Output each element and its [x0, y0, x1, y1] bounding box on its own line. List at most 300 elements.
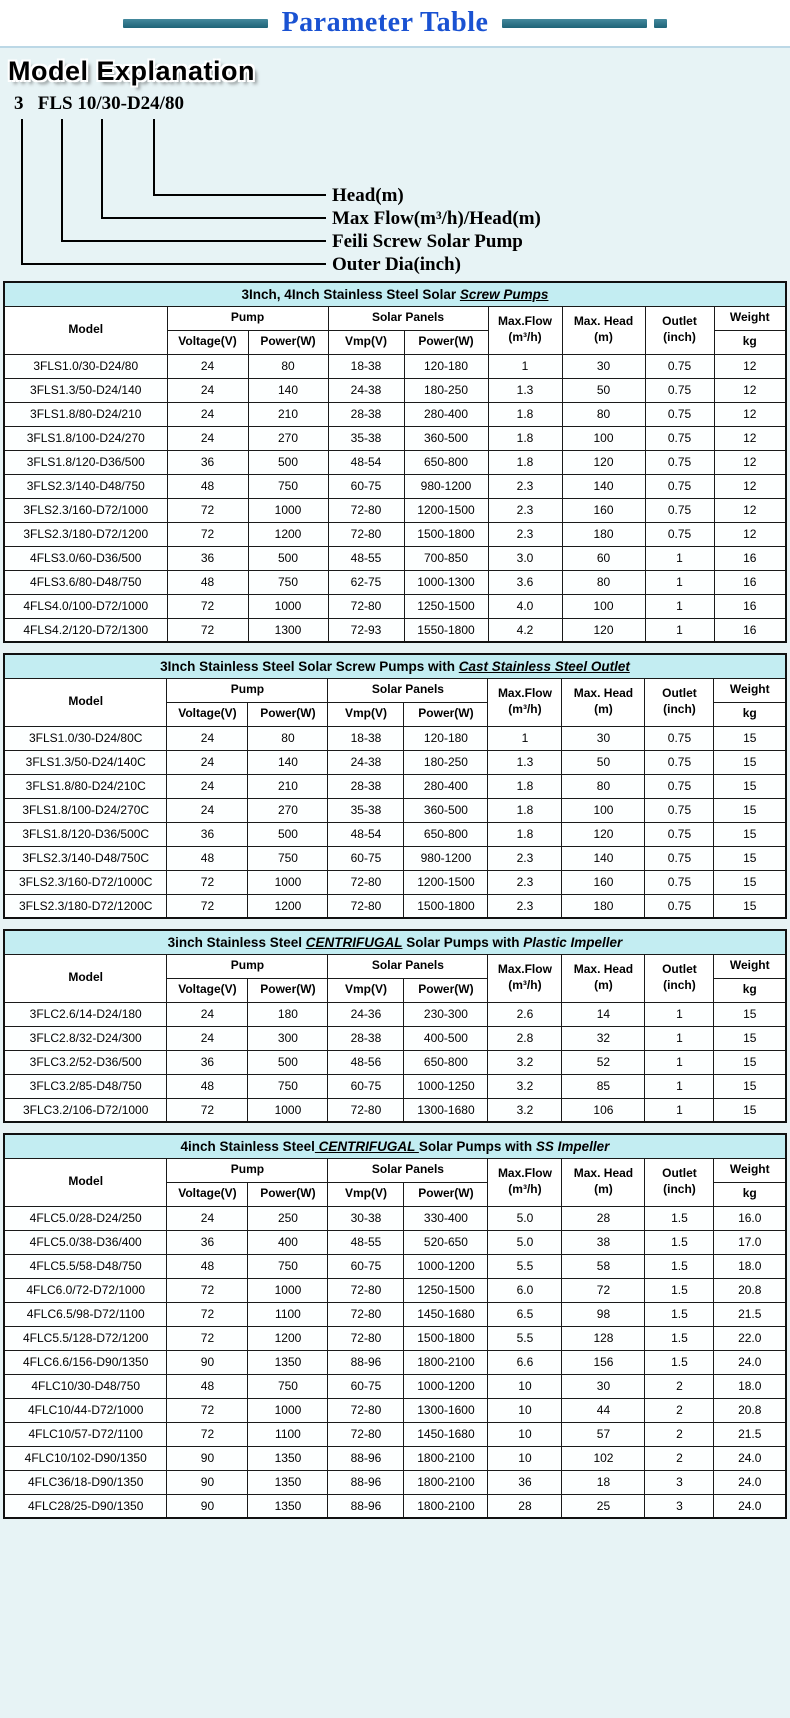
table-row — [4, 1254, 786, 1278]
cell-voltage: 72 — [167, 498, 248, 522]
cell-voltage: 90 — [167, 1470, 248, 1494]
page-banner — [0, 0, 790, 48]
cell-max-flow: 2.6 — [488, 1002, 562, 1026]
cell-outlet: 0.75 — [645, 870, 714, 894]
cell-model: 4FLC10/57-D72/1100 — [4, 1422, 167, 1446]
cell-weight: 12 — [714, 474, 786, 498]
cell-model: 3FLS1.8/100-D24/270 — [4, 426, 167, 450]
cell-max-head: 98 — [562, 1302, 645, 1326]
cell-panel-power: 1500-1800 — [404, 894, 488, 918]
cell-panel-power: 230-300 — [404, 1002, 488, 1026]
cell-weight: 15 — [714, 870, 786, 894]
col-header-max-flow: Max.Flow (m³/h) — [488, 954, 562, 1002]
table-row — [4, 354, 786, 378]
cell-panel-power: 1000-1250 — [404, 1074, 488, 1098]
col-header-max-head: Max. Head (m) — [562, 954, 645, 1002]
table-row — [4, 798, 786, 822]
cell-pump-power: 300 — [248, 1026, 328, 1050]
table-title — [4, 282, 786, 306]
col-header-panel-power: Power(W) — [404, 978, 488, 1002]
cell-voltage: 24 — [167, 426, 248, 450]
table-row — [4, 522, 786, 546]
col-header-pump-power: Power(W) — [248, 330, 328, 354]
cell-outlet: 1 — [645, 546, 714, 570]
decorative-bar — [123, 19, 268, 28]
cell-pump-power: 180 — [248, 1002, 328, 1026]
cell-outlet: 0.75 — [645, 894, 714, 918]
cell-max-head: 180 — [562, 894, 645, 918]
cell-pump-power: 1000 — [248, 498, 328, 522]
table-title-part: Solar Pumps with — [418, 1138, 536, 1154]
cell-weight: 12 — [714, 354, 786, 378]
cell-max-head: 80 — [562, 774, 645, 798]
banner-right-bars — [502, 19, 667, 28]
col-header-vmp: Vmp(V) — [328, 978, 404, 1002]
cell-model: 3FLS1.0/30-D24/80 — [4, 354, 167, 378]
cell-pump-power: 750 — [248, 1254, 328, 1278]
spec-table-4 — [3, 1133, 787, 1519]
cell-max-flow: 4.2 — [488, 618, 562, 642]
cell-outlet: 1.5 — [645, 1350, 714, 1374]
cell-pump-power: 1350 — [248, 1446, 328, 1470]
table-row — [4, 1326, 786, 1350]
cell-max-head: 28 — [562, 1206, 645, 1230]
cell-voltage: 72 — [167, 522, 248, 546]
cell-max-head: 18 — [562, 1470, 645, 1494]
cell-weight: 20.8 — [714, 1398, 786, 1422]
cell-outlet: 0.75 — [645, 378, 714, 402]
cell-model: 3FLS1.8/100-D24/270C — [4, 798, 167, 822]
col-header-max-flow: Max.Flow (m³/h) — [488, 678, 562, 726]
col-header-panel-power: Power(W) — [404, 1182, 488, 1206]
cell-pump-power: 1200 — [248, 1326, 328, 1350]
cell-model: 4FLC10/30-D48/750 — [4, 1374, 167, 1398]
cell-pump-power: 1200 — [248, 522, 328, 546]
col-header-solar-group: Solar Panels — [328, 1158, 488, 1182]
col-header-solar-group: Solar Panels — [328, 306, 488, 330]
cell-vmp: 72-93 — [328, 618, 404, 642]
cell-max-head: 180 — [562, 522, 645, 546]
cell-panel-power: 980-1200 — [404, 474, 488, 498]
cell-voltage: 72 — [167, 618, 248, 642]
cell-weight: 20.8 — [714, 1278, 786, 1302]
col-header-weight-unit: kg — [714, 978, 786, 1002]
cell-max-flow: 1 — [488, 354, 562, 378]
cell-weight: 16.0 — [714, 1206, 786, 1230]
table-title-part: Solar Pumps with — [402, 934, 524, 950]
cell-weight: 15 — [714, 1074, 786, 1098]
page-title: Parameter Table — [281, 7, 489, 38]
col-header-weight-unit: kg — [714, 1182, 786, 1206]
cell-panel-power: 1250-1500 — [404, 1278, 488, 1302]
table-row — [4, 474, 786, 498]
cell-vmp: 18-38 — [328, 354, 404, 378]
table-row — [4, 726, 786, 750]
cell-vmp: 48-56 — [328, 1050, 404, 1074]
table-title-part: Screw Pumps — [459, 286, 549, 302]
cell-panel-power: 280-400 — [404, 402, 488, 426]
table-row — [4, 822, 786, 846]
col-header-max-head: Max. Head (m) — [562, 306, 645, 354]
cell-model: 4FLC6.0/72-D72/1000 — [4, 1278, 167, 1302]
table-row — [4, 1422, 786, 1446]
cell-vmp: 35-38 — [328, 798, 404, 822]
cell-pump-power: 210 — [248, 402, 328, 426]
cell-pump-power: 750 — [248, 846, 328, 870]
cell-model: 3FLC3.2/52-D36/500 — [4, 1050, 167, 1074]
cell-weight: 21.5 — [714, 1302, 786, 1326]
table-row — [4, 402, 786, 426]
cell-panel-power: 1450-1680 — [404, 1422, 488, 1446]
cell-weight: 16 — [714, 570, 786, 594]
cell-max-head: 57 — [562, 1422, 645, 1446]
cell-max-head: 100 — [562, 426, 645, 450]
cell-model: 3FLS2.3/180-D72/1200C — [4, 894, 167, 918]
cell-voltage: 90 — [167, 1446, 248, 1470]
cell-max-head: 106 — [562, 1098, 645, 1122]
col-header-model: Model — [4, 1158, 167, 1206]
cell-weight: 15 — [714, 846, 786, 870]
cell-pump-power: 80 — [248, 354, 328, 378]
cell-max-flow: 1 — [488, 726, 562, 750]
cell-max-head: 100 — [562, 798, 645, 822]
cell-panel-power: 1800-2100 — [404, 1470, 488, 1494]
cell-model: 4FLC6.6/156-D90/1350 — [4, 1350, 167, 1374]
cell-weight: 16 — [714, 618, 786, 642]
table-row — [4, 570, 786, 594]
cell-outlet: 3 — [645, 1494, 714, 1518]
table-title — [4, 654, 786, 678]
model-code: 3 FLS 10/30-D24/80 — [14, 93, 184, 114]
cell-voltage: 48 — [167, 570, 248, 594]
cell-panel-power: 1000-1200 — [404, 1374, 488, 1398]
cell-pump-power: 750 — [248, 1074, 328, 1098]
table-row — [4, 546, 786, 570]
cell-voltage: 24 — [167, 726, 248, 750]
cell-outlet: 1 — [645, 1098, 714, 1122]
diagram-label-max-flow: Max Flow(m³/h)/Head(m) — [332, 208, 541, 229]
cell-vmp: 72-80 — [328, 594, 404, 618]
cell-max-flow: 3.0 — [488, 546, 562, 570]
col-header-weight-unit: kg — [714, 330, 786, 354]
cell-model: 3FLS1.0/30-D24/80C — [4, 726, 167, 750]
cell-voltage: 36 — [167, 450, 248, 474]
cell-max-flow: 2.8 — [488, 1026, 562, 1050]
cell-pump-power: 1300 — [248, 618, 328, 642]
cell-max-flow: 5.0 — [488, 1230, 562, 1254]
cell-outlet: 1.5 — [645, 1326, 714, 1350]
table-title-part: 4inch Stainless Steel — [180, 1138, 315, 1154]
cell-voltage: 24 — [167, 750, 248, 774]
cell-panel-power: 1800-2100 — [404, 1494, 488, 1518]
cell-panel-power: 180-250 — [404, 750, 488, 774]
cell-vmp: 48-55 — [328, 1230, 404, 1254]
cell-vmp: 28-38 — [328, 774, 404, 798]
cell-voltage: 72 — [167, 594, 248, 618]
cell-max-head: 50 — [562, 750, 645, 774]
cell-outlet: 1 — [645, 594, 714, 618]
cell-max-head: 38 — [562, 1230, 645, 1254]
cell-voltage: 48 — [167, 1254, 248, 1278]
cell-max-flow: 1.3 — [488, 378, 562, 402]
cell-panel-power: 180-250 — [404, 378, 488, 402]
cell-max-head: 72 — [562, 1278, 645, 1302]
cell-voltage: 48 — [167, 1074, 248, 1098]
cell-pump-power: 500 — [248, 546, 328, 570]
cell-voltage: 36 — [167, 822, 248, 846]
cell-outlet: 1.5 — [645, 1278, 714, 1302]
table-row — [4, 1206, 786, 1230]
table-title-part: Cast Stainless Steel Outlet — [458, 658, 630, 674]
table-row — [4, 1050, 786, 1074]
model-explanation-diagram — [0, 89, 790, 281]
cell-panel-power: 1300-1680 — [404, 1098, 488, 1122]
table-row — [4, 378, 786, 402]
cell-weight: 24.0 — [714, 1470, 786, 1494]
col-header-outlet: Outlet (inch) — [645, 954, 714, 1002]
col-header-pump-power: Power(W) — [248, 978, 328, 1002]
cell-weight: 12 — [714, 498, 786, 522]
cell-max-head: 30 — [562, 726, 645, 750]
cell-weight: 15 — [714, 774, 786, 798]
cell-panel-power: 1300-1600 — [404, 1398, 488, 1422]
cell-weight: 16 — [714, 546, 786, 570]
table-row — [4, 750, 786, 774]
cell-max-flow: 3.2 — [488, 1074, 562, 1098]
cell-vmp: 60-75 — [328, 474, 404, 498]
cell-max-flow: 6.6 — [488, 1350, 562, 1374]
cell-vmp: 72-80 — [328, 498, 404, 522]
col-header-solar-group: Solar Panels — [328, 678, 488, 702]
cell-max-flow: 1.8 — [488, 450, 562, 474]
cell-max-flow: 36 — [488, 1470, 562, 1494]
cell-max-flow: 6.5 — [488, 1302, 562, 1326]
cell-max-flow: 10 — [488, 1446, 562, 1470]
table-row — [4, 426, 786, 450]
cell-vmp: 24-38 — [328, 750, 404, 774]
connector-line — [21, 119, 326, 265]
cell-max-flow: 6.0 — [488, 1278, 562, 1302]
cell-max-head: 58 — [562, 1254, 645, 1278]
cell-panel-power: 1800-2100 — [404, 1446, 488, 1470]
col-header-panel-power: Power(W) — [404, 330, 488, 354]
table-title — [4, 1134, 786, 1158]
cell-max-head: 140 — [562, 846, 645, 870]
cell-voltage: 48 — [167, 474, 248, 498]
cell-pump-power: 500 — [248, 1050, 328, 1074]
cell-weight: 15 — [714, 894, 786, 918]
cell-vmp: 88-96 — [328, 1470, 404, 1494]
cell-vmp: 72-80 — [328, 870, 404, 894]
cell-panel-power: 360-500 — [404, 426, 488, 450]
cell-vmp: 60-75 — [328, 846, 404, 870]
table-row — [4, 1098, 786, 1122]
cell-outlet: 1 — [645, 1074, 714, 1098]
cell-pump-power: 250 — [248, 1206, 328, 1230]
cell-voltage: 24 — [167, 1026, 248, 1050]
cell-model: 4FLS3.6/80-D48/750 — [4, 570, 167, 594]
cell-pump-power: 400 — [248, 1230, 328, 1254]
col-header-model: Model — [4, 678, 167, 726]
cell-panel-power: 1800-2100 — [404, 1350, 488, 1374]
cell-max-flow: 1.8 — [488, 798, 562, 822]
cell-max-flow: 28 — [488, 1494, 562, 1518]
cell-vmp: 48-54 — [328, 450, 404, 474]
cell-vmp: 72-80 — [328, 1422, 404, 1446]
cell-vmp: 72-80 — [328, 522, 404, 546]
cell-voltage: 72 — [167, 894, 248, 918]
cell-max-flow: 3.2 — [488, 1050, 562, 1074]
cell-model: 3FLS1.8/120-D36/500 — [4, 450, 167, 474]
cell-panel-power: 1000-1300 — [404, 570, 488, 594]
cell-model: 3FLC3.2/85-D48/750 — [4, 1074, 167, 1098]
cell-weight: 12 — [714, 426, 786, 450]
cell-panel-power: 1450-1680 — [404, 1302, 488, 1326]
cell-vmp: 18-38 — [328, 726, 404, 750]
table-row — [4, 1026, 786, 1050]
cell-outlet: 3 — [645, 1470, 714, 1494]
tables-container — [0, 281, 790, 1519]
cell-model: 3FLS2.3/160-D72/1000 — [4, 498, 167, 522]
cell-voltage: 24 — [167, 354, 248, 378]
cell-model: 4FLS3.0/60-D36/500 — [4, 546, 167, 570]
table-title-part: 3Inch, 4Inch Stainless Steel Solar — [241, 286, 460, 302]
cell-max-flow: 4.0 — [488, 594, 562, 618]
table-row — [4, 1470, 786, 1494]
table-row — [4, 1074, 786, 1098]
cell-pump-power: 1100 — [248, 1422, 328, 1446]
cell-max-flow: 1.8 — [488, 402, 562, 426]
cell-weight: 15 — [714, 1026, 786, 1050]
cell-voltage: 48 — [167, 1374, 248, 1398]
cell-panel-power: 1500-1800 — [404, 1326, 488, 1350]
cell-pump-power: 1000 — [248, 870, 328, 894]
cell-pump-power: 750 — [248, 570, 328, 594]
col-header-outlet: Outlet (inch) — [645, 1158, 714, 1206]
cell-max-flow: 2.3 — [488, 522, 562, 546]
cell-outlet: 1.5 — [645, 1254, 714, 1278]
cell-panel-power: 1500-1800 — [404, 522, 488, 546]
cell-pump-power: 1000 — [248, 594, 328, 618]
col-header-pump-group: Pump — [167, 1158, 328, 1182]
cell-vmp: 48-54 — [328, 822, 404, 846]
diagram-label-head: Head(m) — [332, 185, 404, 206]
table-title-part: CENTRIFUGAL — [314, 1138, 419, 1154]
cell-model: 3FLS2.3/140-D48/750 — [4, 474, 167, 498]
cell-voltage: 72 — [167, 870, 248, 894]
cell-panel-power: 1200-1500 — [404, 498, 488, 522]
col-header-pump-group: Pump — [167, 306, 328, 330]
cell-max-flow: 2.3 — [488, 894, 562, 918]
cell-model: 4FLC5.0/38-D36/400 — [4, 1230, 167, 1254]
banner-left-bars — [123, 19, 268, 28]
cell-pump-power: 500 — [248, 450, 328, 474]
table-title-part: SS Impeller — [535, 1138, 610, 1154]
cell-outlet: 2 — [645, 1374, 714, 1398]
cell-weight: 21.5 — [714, 1422, 786, 1446]
cell-model: 3FLS1.8/80-D24/210 — [4, 402, 167, 426]
cell-max-head: 80 — [562, 570, 645, 594]
col-header-voltage: Voltage(V) — [167, 1182, 248, 1206]
cell-weight: 15 — [714, 726, 786, 750]
col-header-max-flow: Max.Flow (m³/h) — [488, 1158, 562, 1206]
cell-max-flow: 10 — [488, 1398, 562, 1422]
cell-weight: 15 — [714, 1098, 786, 1122]
cell-max-head: 102 — [562, 1446, 645, 1470]
cell-max-flow: 3.2 — [488, 1098, 562, 1122]
cell-weight: 18.0 — [714, 1254, 786, 1278]
cell-max-flow: 2.3 — [488, 870, 562, 894]
col-header-pump-power: Power(W) — [248, 1182, 328, 1206]
cell-outlet: 1 — [645, 1002, 714, 1026]
cell-panel-power: 120-180 — [404, 726, 488, 750]
cell-outlet: 0.75 — [645, 450, 714, 474]
cell-weight: 12 — [714, 378, 786, 402]
col-header-max-flow: Max.Flow (m³/h) — [488, 306, 562, 354]
cell-voltage: 24 — [167, 378, 248, 402]
cell-vmp: 88-96 — [328, 1350, 404, 1374]
table-row — [4, 594, 786, 618]
table-row — [4, 1350, 786, 1374]
cell-pump-power: 80 — [248, 726, 328, 750]
cell-pump-power: 750 — [248, 1374, 328, 1398]
cell-pump-power: 1000 — [248, 1398, 328, 1422]
cell-max-flow: 2.3 — [488, 474, 562, 498]
table-title-part: CENTRIFUGAL — [305, 934, 403, 950]
table-title-part: Plastic Impeller — [523, 934, 623, 950]
cell-vmp: 28-38 — [328, 1026, 404, 1050]
cell-outlet: 1 — [645, 1050, 714, 1074]
cell-outlet: 0.75 — [645, 726, 714, 750]
spec-table-3 — [3, 929, 787, 1123]
cell-pump-power: 270 — [248, 426, 328, 450]
cell-model: 4FLC28/25-D90/1350 — [4, 1494, 167, 1518]
table-title — [4, 930, 786, 954]
col-header-vmp: Vmp(V) — [328, 702, 404, 726]
cell-pump-power: 140 — [248, 378, 328, 402]
cell-model: 4FLC6.5/98-D72/1100 — [4, 1302, 167, 1326]
cell-outlet: 0.75 — [645, 474, 714, 498]
cell-weight: 22.0 — [714, 1326, 786, 1350]
cell-voltage: 72 — [167, 1278, 248, 1302]
cell-pump-power: 1000 — [248, 1098, 328, 1122]
cell-panel-power: 520-650 — [404, 1230, 488, 1254]
cell-model: 4FLC10/44-D72/1000 — [4, 1398, 167, 1422]
cell-pump-power: 750 — [248, 474, 328, 498]
cell-max-head: 160 — [562, 870, 645, 894]
table-title-part: 3inch Stainless Steel — [167, 934, 306, 950]
cell-outlet: 2 — [645, 1398, 714, 1422]
cell-model: 3FLS1.8/80-D24/210C — [4, 774, 167, 798]
cell-model: 4FLC10/102-D90/1350 — [4, 1446, 167, 1470]
cell-outlet: 0.75 — [645, 354, 714, 378]
cell-vmp: 72-80 — [328, 1326, 404, 1350]
cell-panel-power: 1200-1500 — [404, 870, 488, 894]
cell-vmp: 88-96 — [328, 1446, 404, 1470]
cell-voltage: 24 — [167, 1002, 248, 1026]
cell-model: 4FLS4.0/100-D72/1000 — [4, 594, 167, 618]
table-row — [4, 1002, 786, 1026]
cell-vmp: 60-75 — [328, 1374, 404, 1398]
diagram-label-pump-name: Feili Screw Solar Pump — [332, 231, 523, 252]
cell-weight: 15 — [714, 1002, 786, 1026]
cell-outlet: 1.5 — [645, 1230, 714, 1254]
col-header-voltage: Voltage(V) — [167, 702, 248, 726]
cell-outlet: 0.75 — [645, 522, 714, 546]
cell-max-head: 85 — [562, 1074, 645, 1098]
cell-voltage: 36 — [167, 1230, 248, 1254]
cell-max-flow: 5.5 — [488, 1326, 562, 1350]
